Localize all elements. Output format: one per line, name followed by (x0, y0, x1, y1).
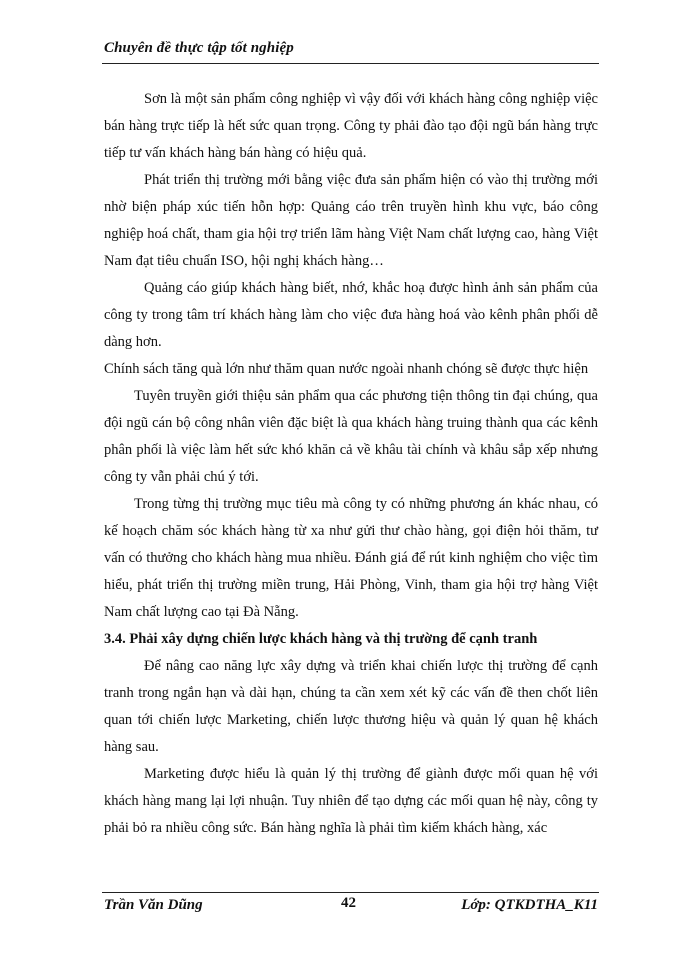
page-content (104, 86, 598, 842)
paragraph-marketing-definition: Marketing được hiểu là quản lý thị trường để giành được mối quan hệ với khách hàng mang lại lợi nhuận. Tuy nhiên để tạo dựng các mối quan hệ này, công ty phải bỏ ra nhiều công sức. Bán hàng nghĩa là phải tìm kiếm khách hàng, xác (104, 766, 598, 836)
page-number: 42 (341, 895, 356, 911)
footer-divider (102, 892, 599, 893)
paragraph-competitive-strategy: Để nâng cao năng lực xây dựng và triển khai chiến lược thị trường để cạnh tranh trong ngắn hạn và dài hạn, chúng ta cần xem xét kỹ các vấn đề then chốt liên quan tới chiến lược Marketing, chiến lược thương hiệu và quản lý quan hệ khách hàng sau. (104, 658, 598, 755)
header-divider (102, 63, 599, 64)
footer-class-label: Lớp: QTKDTHA_K11 (461, 897, 598, 913)
paragraph-target-markets: Trong từng thị trường mục tiêu mà công ty có những phương án khác nhau, có kế hoạch chăm sóc khách hàng từ xa như gửi thư chào hàng, gọi điện hỏi thăm, tư vấn có thưởng cho khách hàng mua nhiều. Đánh giá để rút kinh nghiệm cho việc tìm hiểu, phát triển thị trường miền trung, Hải Phòng, Vinh, tham gia hội trợ hàng Việt Nam chất lượng cao tại Đà Nẵng. (104, 496, 598, 620)
footer-author: Trần Văn Dũng (104, 897, 203, 913)
paragraph-market-development: Phát triển thị trường mới bằng việc đưa sản phẩm hiện có vào thị trường mới nhờ biện pháp xúc tiến hỗn hợp: Quảng cáo trên truyền hình khu vực, báo công nghiệp hoá chất, tham gia hội trợ triển lãm hàng Việt Nam chất lượng cao, hàng Việt Nam đạt tiêu chuẩn ISO, hội nghị khách hàng… (104, 172, 598, 269)
paragraph-advertising: Quảng cáo giúp khách hàng biết, nhớ, khắc hoạ được hình ảnh sản phẩm của công ty trong tâm trí khách hàng làm cho việc đưa hàng hoá vào kênh phân phối dễ dàng hơn. (104, 280, 598, 350)
paragraph-reward-policy: Chính sách tăng quà lớn như thăm quan nước ngoài nhanh chóng sẽ được thực hiện (104, 361, 589, 377)
section-heading: 3.4. Phải xây dựng chiến lược khách hàng và thị trường để cạnh tranh (104, 631, 538, 647)
page-header-title: Chuyên đề thực tập tốt nghiệp (104, 40, 294, 56)
paragraph-promotion: Tuyên truyền giới thiệu sản phẩm qua các phương tiện thông tin đại chúng, qua đội ngũ cán bộ công nhân viên đặc biệt là qua khách hàng truing thành qua các kênh phân phối là việc làm hết sức khó khăn cả về khâu tài chính và khâu sắp xếp nhưng công ty vẫn phải chú ý tới. (104, 388, 598, 485)
paragraph-product-sales: Sơn là một sản phẩm công nghiệp vì vậy đối với khách hàng công nghiệp việc bán hàng trực tiếp là hết sức quan trọng. Công ty phải đào tạo đội ngũ bán hàng trực tiếp tư vấn khách hàng bán hàng có hiệu quả. (104, 91, 598, 161)
